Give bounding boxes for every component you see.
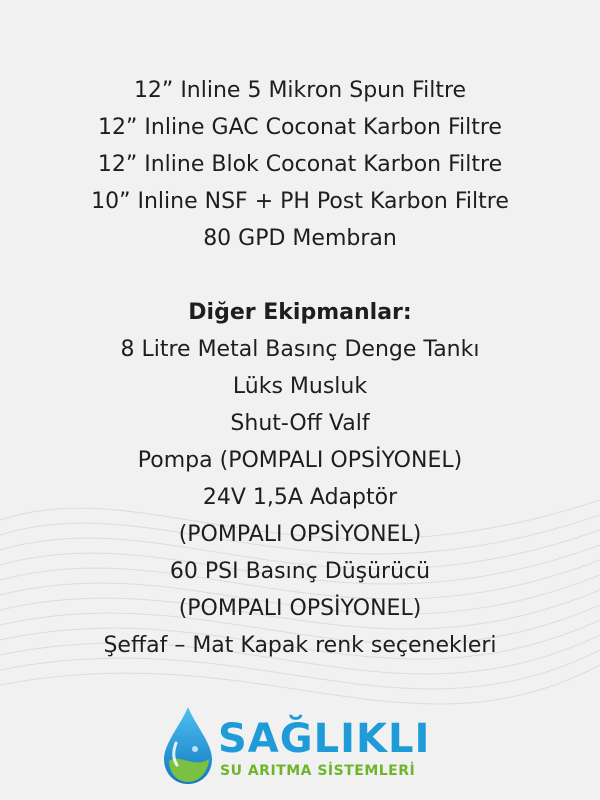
brand-subtitle: SU ARITMA SİSTEMLERİ (220, 763, 416, 779)
brand-logo (160, 703, 450, 793)
product-spec-list (0, 72, 600, 664)
equipment-item: Shut-Off Valf (230, 411, 370, 436)
equipment-item: Pompa (POMPALI OPSİYONEL) (137, 448, 463, 473)
filter-item: 12” Inline Blok Coconat Karbon Filtre (97, 152, 503, 177)
equipment-item: (POMPALI OPSİYONEL) (178, 522, 422, 547)
filter-item: 12” Inline GAC Coconat Karbon Filtre (98, 115, 502, 140)
filter-item: 12” Inline 5 Mikron Spun Filtre (133, 78, 467, 103)
equipment-item: (POMPALI OPSİYONEL) (178, 596, 422, 621)
filter-item: 80 GPD Membran (203, 226, 397, 251)
equipment-item: 8 Litre Metal Basınç Denge Tankı (120, 337, 480, 362)
water-drop-icon (160, 703, 216, 787)
equipment-item: 24V 1,5A Adaptör (202, 485, 398, 510)
equipment-item: Şeffaf – Mat Kapak renk seçenekleri (103, 633, 497, 658)
equipment-heading: Diğer Ekipmanlar: (188, 300, 412, 325)
equipment-item: 60 PSI Basınç Düşürücü (169, 559, 431, 584)
filter-item: 10” Inline NSF + PH Post Karbon Filtre (91, 189, 509, 214)
section-spacer (0, 257, 600, 294)
equipment-item: Lüks Musluk (232, 374, 368, 399)
brand-name: SAĞLIKLI (218, 716, 431, 762)
